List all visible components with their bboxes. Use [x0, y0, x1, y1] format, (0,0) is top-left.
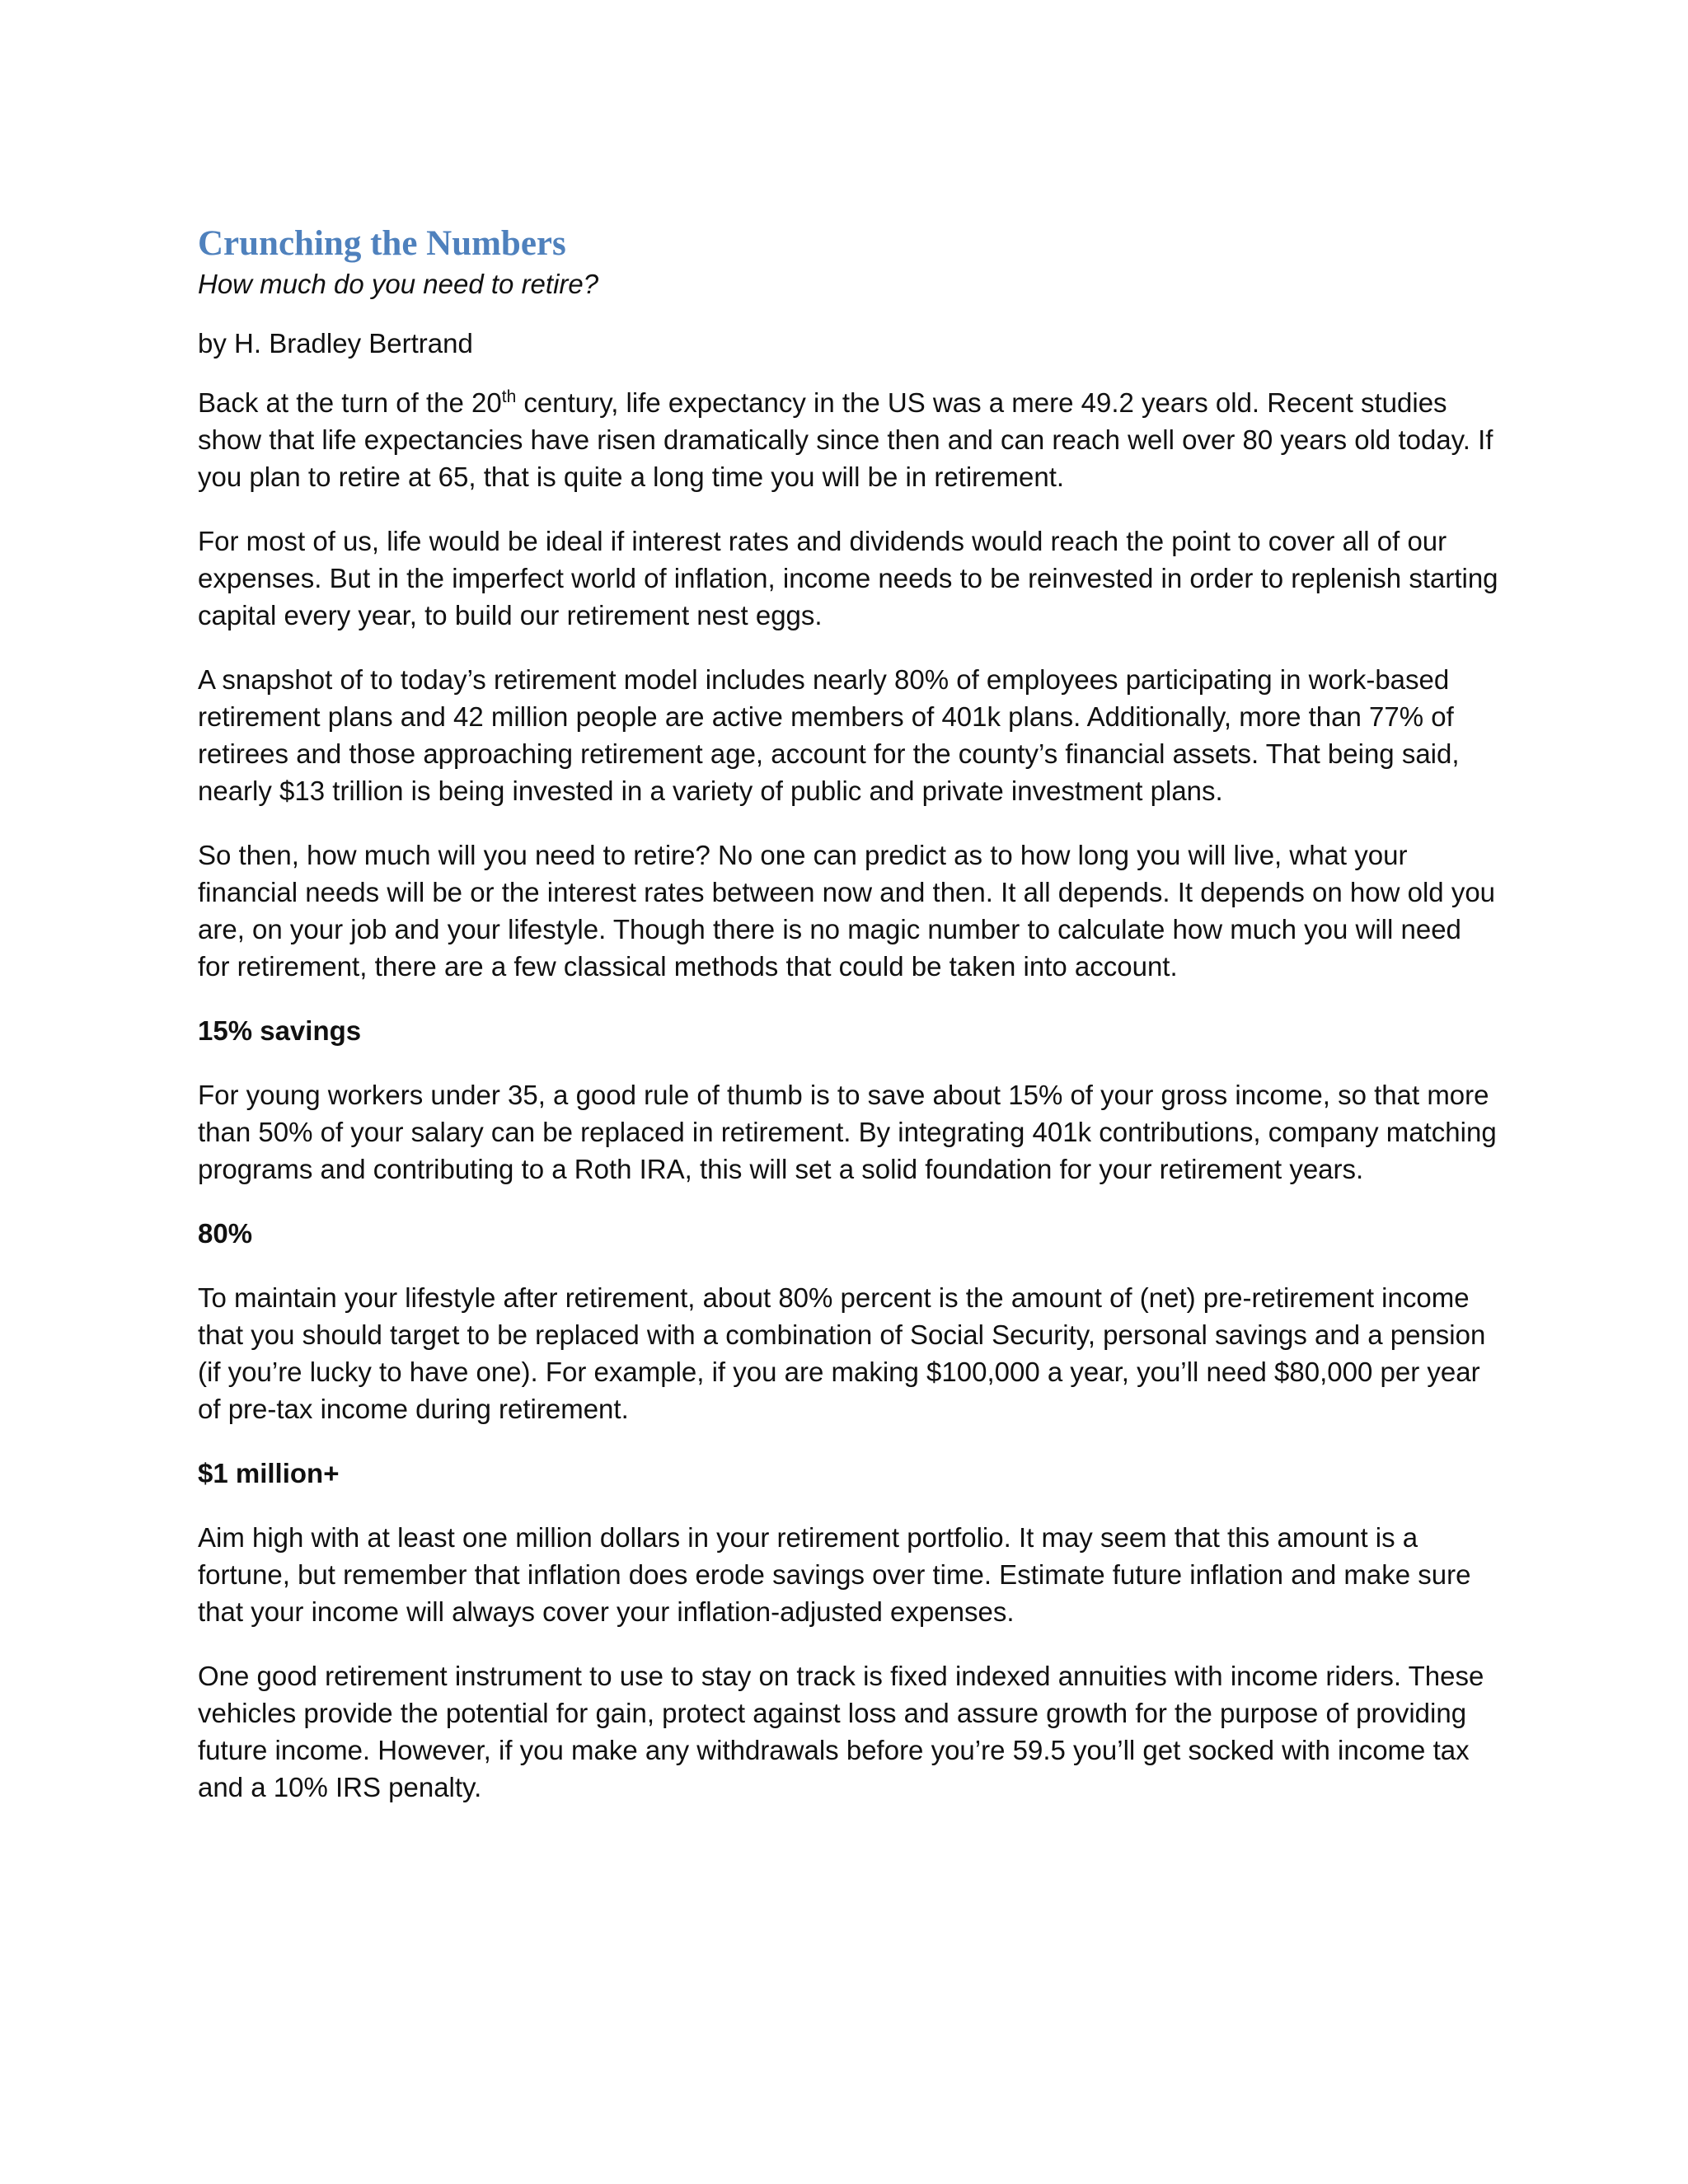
paragraph-retirement-model: A snapshot of to today’s retirement model includes nearly 80% of employees participating in work-based retirement plans and 42 million people are active members of 401k plans. Additionally, more than 77% of retirees and those approaching retirement age, account for the county’s financial assets. That being said, nearly $13 trillion is being invested in a variety of public and private investment plans. — [198, 664, 1460, 806]
document-page — [198, 223, 1500, 1833]
section-heading-15-savings: 15% savings — [198, 1015, 362, 1046]
paragraph-1-million: Aim high with at least one million dollars in your retirement portfolio. It may seem that this amount is a fortune, but remember that inflation does erode savings over time. Estimate future inflation and make sure that your income will always cover your inflation-adjusted expenses. — [198, 1522, 1471, 1627]
paragraph-how-much: So then, how much will you need to retire? No one can predict as to how long you will live, what your financial needs will be or the interest rates between now and then. It all depends. It depends on how old you are, on your job and your lifestyle. Though there is no magic number to calculate how much you will need for retirement, there are a few classical methods that could be taken into account. — [198, 840, 1496, 982]
paragraph-text: century, life expectancy in the US was a mere 49.2 years old. Recent studies show that life expectancies have risen dramatically since then and can reach well over 80 years old today. If you plan to retire at 65, that is quite a long time you will be in retirement. — [198, 387, 1493, 492]
section-heading-1-million: $1 million+ — [198, 1458, 340, 1488]
paragraph-inflation: For most of us, life would be ideal if interest rates and dividends would reach the point to cover all of our expenses. But in the imperfect world of inflation, income needs to be reinvested in order to replenish starting capital every year, to build our retirement nest eggs. — [198, 526, 1498, 630]
article-subtitle: How much do you need to retire? — [198, 269, 599, 299]
section-heading-80: 80% — [198, 1218, 253, 1249]
paragraph-life-expectancy — [198, 384, 1500, 495]
article-title: Crunching the Numbers — [198, 224, 566, 263]
paragraph-80: To maintain your lifestyle after retirement, about 80% percent is the amount of (net) pre-retirement income that you should target to be replaced with a combination of Social Security, personal savings and a pension (if you’re lucky to have one). For example, if you are making $100,000 a year, you’ll need $80,000 per year of pre-tax income during retirement. — [198, 1282, 1486, 1424]
paragraph-15-savings: For young workers under 35, a good rule of thumb is to save about 15% of your gross income, so that more than 50% of your salary can be replaced in retirement. By integrating 401k contributions, company matching programs and contributing to a Roth IRA, this will set a solid foundation for your retirement years. — [198, 1080, 1497, 1184]
article-byline: by H. Bradley Bertrand — [198, 328, 473, 359]
paragraph-text: Back at the turn of the 20 — [198, 387, 502, 418]
ordinal-superscript: th — [501, 387, 517, 406]
paragraph-annuities: One good retirement instrument to use to stay on track is fixed indexed annuities with income riders. These vehicles provide the potential for gain, protect against loss and assure growth for the purpose of providing future income. However, if you make any withdrawals before you’re 59.5 you’ll get socked with income tax and a 10% IRS penalty. — [198, 1661, 1484, 1802]
